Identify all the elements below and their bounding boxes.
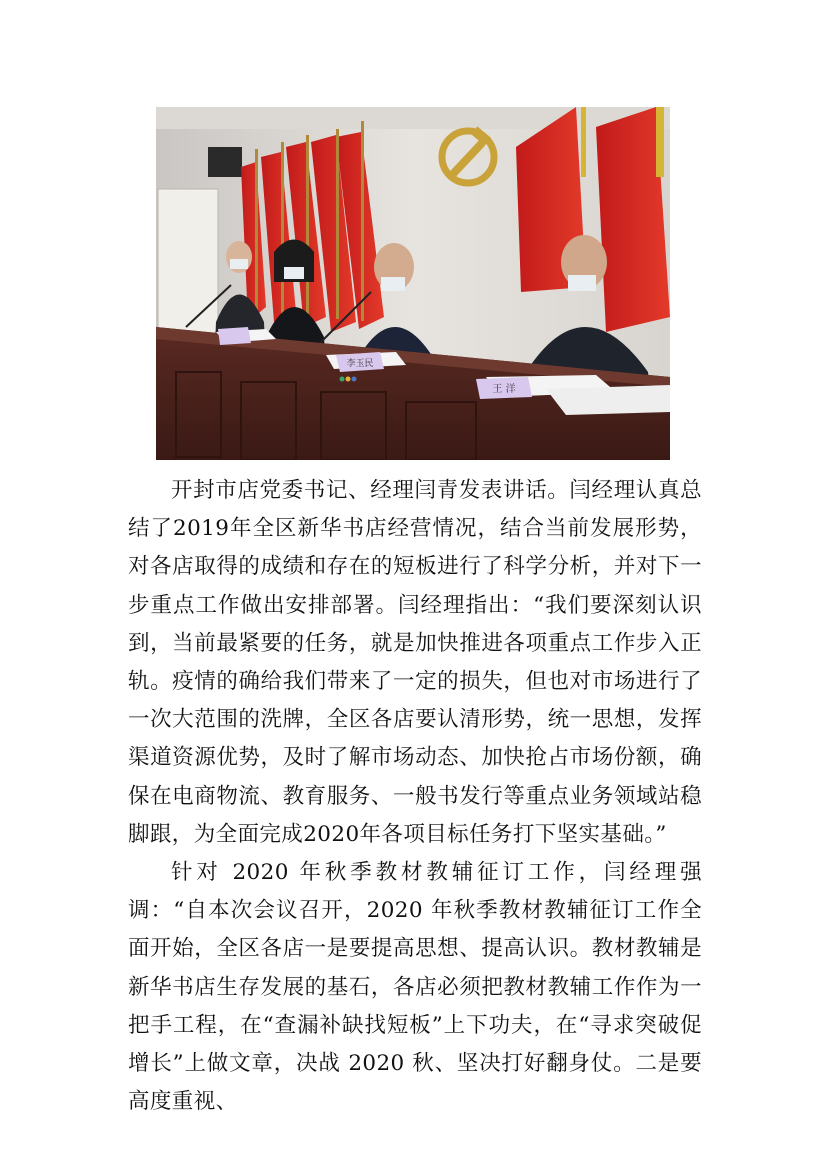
article-body	[128, 472, 702, 1121]
paragraph-1: 开封市店党委书记、经理闫青发表讲话。闫经理认真总结了2019年全区新华书店经营情况，结合当前发展形势，对各店取得的成绩和存在的短板进行了科学分析，并对下一步重点工作做出安排部署。闫经理指出：“我们要深刻认识到，当前最紧要的任务，就是加快推进各项重点工作步入正轨。疫情的确给我们带来了一定的损失，但也对市场进行了一次大范围的洗牌，全区各店要认清形势，统一思想，发挥渠道资源优势，及时了解市场动态、加快抢占市场份额，确保在电商物流、教育服务、一般书发行等重点业务领域站稳脚跟，为全面完成2020年各项目标任务打下坚实基础。”	[128, 478, 702, 847]
nameplate-2	[336, 352, 384, 372]
nameplate-3-label: 王 洋	[492, 384, 516, 395]
nameplate-1	[218, 327, 251, 345]
paragraph-2: 针对 2020 年秋季教材教辅征订工作，闫经理强调：“自本次会议召开，2020 年秋季教材教辅征订工作全面开始，全区各店一是要提高思想、提高认识。教材教辅是新华书店生存发展的基石，各店必须把教材教辅工作作为一把手工程，在“查漏补缺找短板”上下功夫，在“寻求突破促增长”上做文章，决战 2020 秋、坚决打好翻身仗。二是要高度重视、	[128, 860, 702, 1115]
nameplate-3	[476, 377, 532, 399]
nameplate-2-label: 李玉民	[346, 359, 374, 369]
meeting-photo	[156, 107, 670, 460]
